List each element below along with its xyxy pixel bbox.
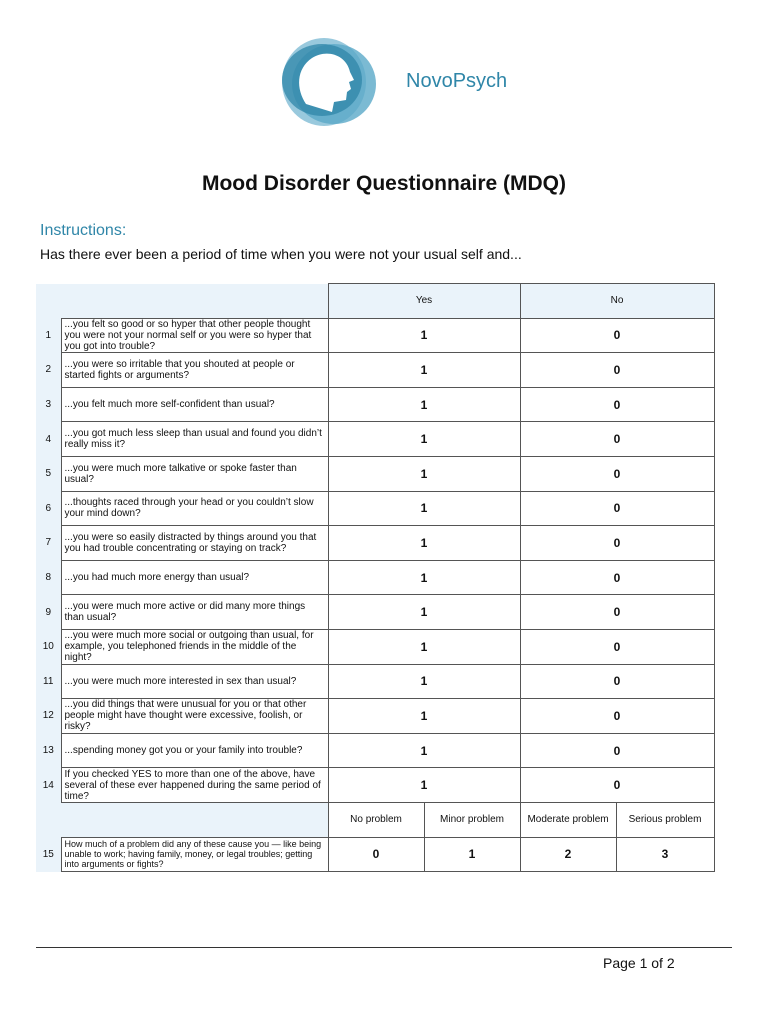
no-score: 0	[520, 560, 714, 595]
table-row	[36, 664, 714, 699]
table-row	[36, 733, 714, 768]
no-header: No	[520, 284, 714, 319]
severity-header: Minor problem	[424, 802, 520, 837]
table-row	[36, 837, 714, 872]
item-number: 13	[36, 733, 61, 768]
item-number: 2	[36, 353, 61, 388]
no-score: 0	[520, 595, 714, 630]
table-row	[36, 353, 714, 388]
yes-score: 1	[328, 387, 520, 422]
table-row	[36, 491, 714, 526]
header-row	[36, 284, 714, 319]
item-text: How much of a problem did any of these cause you — like being unable to work; having family, money, or legal troubles; getting into arguments or fights?	[61, 837, 328, 872]
yes-score: 1	[328, 629, 520, 664]
item-number: 3	[36, 387, 61, 422]
no-score: 0	[520, 422, 714, 457]
severity-header: No problem	[328, 802, 424, 837]
severity-score: 3	[616, 837, 714, 872]
questionnaire-table	[36, 283, 714, 872]
yes-score: 1	[328, 733, 520, 768]
table-row	[36, 422, 714, 457]
severity-header: Serious problem	[616, 802, 714, 837]
page-number: Page 1 of 2	[603, 955, 675, 971]
instructions-heading: Instructions:	[40, 222, 127, 239]
item-text: ...you were so easily distracted by things around you that you had trouble concentrating or staying on track?	[61, 526, 328, 561]
table-row	[36, 526, 714, 561]
no-score: 0	[520, 491, 714, 526]
item-number: 10	[36, 629, 61, 664]
yes-score: 1	[328, 422, 520, 457]
yes-score: 1	[328, 560, 520, 595]
severity-score: 2	[520, 837, 616, 872]
novopsych-logo-icon	[274, 34, 380, 130]
item-text: ...you got much less sleep than usual and found you didn’t really miss it?	[61, 422, 328, 457]
item-text: ...you felt much more self-confident than usual?	[61, 387, 328, 422]
no-score: 0	[520, 664, 714, 699]
no-score: 0	[520, 353, 714, 388]
item-number: 11	[36, 664, 61, 699]
table-row	[36, 629, 714, 664]
no-score: 0	[520, 318, 714, 353]
table-row	[36, 318, 714, 353]
table-row	[36, 699, 714, 734]
item-number: 4	[36, 422, 61, 457]
yes-score: 1	[328, 595, 520, 630]
yes-header: Yes	[328, 284, 520, 319]
severity-score: 0	[328, 837, 424, 872]
no-score: 0	[520, 699, 714, 734]
no-score: 0	[520, 629, 714, 664]
table-row	[36, 456, 714, 491]
header-spacer	[36, 284, 328, 319]
no-score: 0	[520, 456, 714, 491]
item-number: 15	[36, 837, 61, 872]
item-text: ...you had much more energy than usual?	[61, 560, 328, 595]
severity-header-row	[36, 802, 714, 837]
item-number: 7	[36, 526, 61, 561]
item-text: ...thoughts raced through your head or you couldn’t slow your mind down?	[61, 491, 328, 526]
severity-header-spacer	[36, 802, 328, 837]
table-row	[36, 560, 714, 595]
no-score: 0	[520, 768, 714, 803]
item-number: 1	[36, 318, 61, 353]
item-text: ...you were much more social or outgoing than usual, for example, you telephoned friends in the middle of the night?	[61, 629, 328, 664]
yes-score: 1	[328, 526, 520, 561]
item-text: ...you were much more active or did many more things than usual?	[61, 595, 328, 630]
yes-score: 1	[328, 491, 520, 526]
item-text: ...spending money got you or your family into trouble?	[61, 733, 328, 768]
table-row	[36, 387, 714, 422]
page-title: Mood Disorder Questionnaire (MDQ)	[201, 172, 566, 195]
item-text: ...you were much more interested in sex than usual?	[61, 664, 328, 699]
yes-score: 1	[328, 664, 520, 699]
item-number: 6	[36, 491, 61, 526]
severity-header: Moderate problem	[520, 802, 616, 837]
item-number: 9	[36, 595, 61, 630]
severity-score: 1	[424, 837, 520, 872]
yes-score: 1	[328, 699, 520, 734]
item-number: 12	[36, 699, 61, 734]
item-text: If you checked YES to more than one of the above, have several of these ever happened during the same period of time?	[61, 768, 328, 803]
item-number: 5	[36, 456, 61, 491]
item-number: 14	[36, 768, 61, 803]
no-score: 0	[520, 733, 714, 768]
yes-score: 1	[328, 456, 520, 491]
no-score: 0	[520, 387, 714, 422]
item-text: ...you felt so good or so hyper that other people thought you were not your normal self or you were so hyper that you got into trouble?	[61, 318, 328, 353]
instructions-prompt: Has there ever been a period of time when you were not your usual self and...	[40, 246, 522, 262]
table-row	[36, 595, 714, 630]
yes-score: 1	[328, 353, 520, 388]
item-number: 8	[36, 560, 61, 595]
yes-score: 1	[328, 768, 520, 803]
table-row	[36, 768, 714, 803]
yes-score: 1	[328, 318, 520, 353]
no-score: 0	[520, 526, 714, 561]
item-text: ...you did things that were unusual for you or that other people might have thought were excessive, foolish, or risky?	[61, 699, 328, 734]
item-text: ...you were so irritable that you shouted at people or started fights or arguments?	[61, 353, 328, 388]
footer-divider	[36, 947, 732, 948]
brand-name: NovoPsych	[406, 70, 508, 92]
item-text: ...you were much more talkative or spoke faster than usual?	[61, 456, 328, 491]
